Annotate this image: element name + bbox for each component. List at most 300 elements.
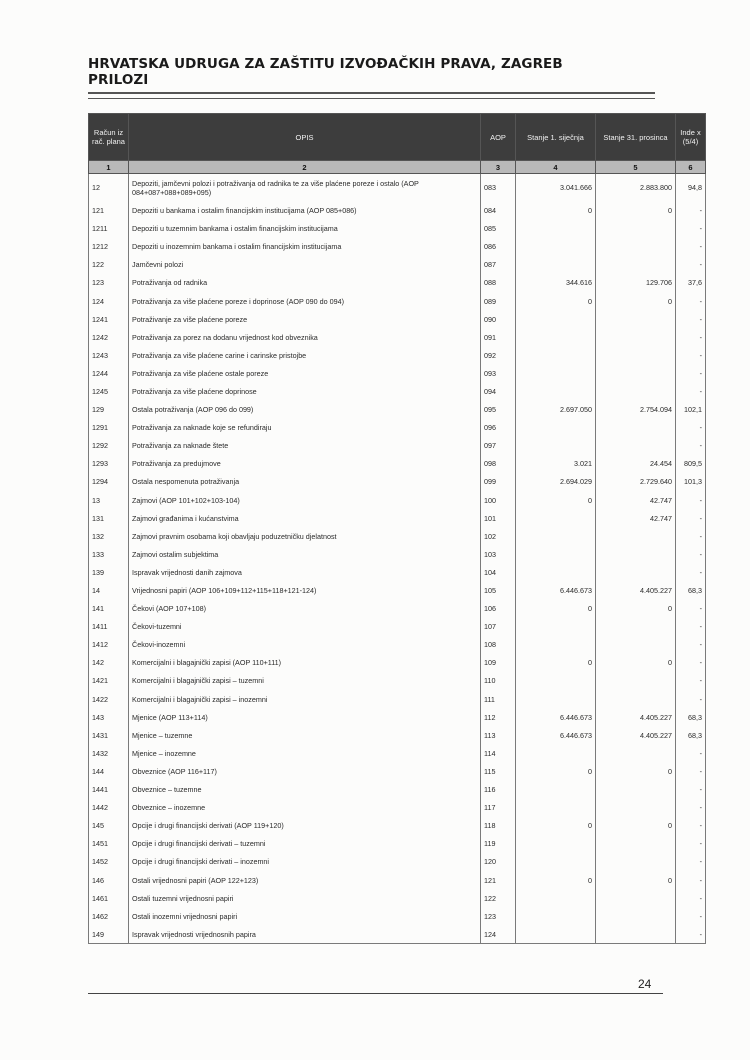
index-cell: 68,3 [676, 726, 706, 744]
index-cell: 37,6 [676, 274, 706, 292]
table-row [89, 853, 706, 871]
account-code-cell: 1441 [89, 781, 129, 799]
description-cell: Komercijalni i blagajnički zapisi (AOP 110+111) [129, 654, 481, 672]
table-row [89, 690, 706, 708]
account-code-cell: 139 [89, 563, 129, 581]
description-cell: Potraživanja od radnika [129, 274, 481, 292]
index-cell: - [676, 654, 706, 672]
account-code-cell: 1292 [89, 437, 129, 455]
table-row [89, 799, 706, 817]
index-cell: - [676, 310, 706, 328]
account-code-cell: 142 [89, 654, 129, 672]
aop-cell: 092 [481, 346, 516, 364]
opening-balance-cell [516, 781, 596, 799]
opening-balance-cell [516, 419, 596, 437]
index-cell: - [676, 527, 706, 545]
closing-balance-cell: 4.405.227 [596, 726, 676, 744]
index-cell: 101,3 [676, 473, 706, 491]
description-cell: Potraživanja za više plaćene poreze i doprinose (AOP 090 do 094) [129, 292, 481, 310]
account-code-cell: 1241 [89, 310, 129, 328]
table-row [89, 654, 706, 672]
index-cell: - [676, 545, 706, 563]
opening-balance-cell: 3.021 [516, 455, 596, 473]
closing-balance-cell: 0 [596, 817, 676, 835]
description-cell: Potraživanja za više plaćene doprinose [129, 382, 481, 400]
table-row [89, 907, 706, 925]
index-cell: 68,3 [676, 708, 706, 726]
col-header-index: Inde x (5/4) [676, 114, 706, 161]
aop-cell: 091 [481, 328, 516, 346]
index-cell: - [676, 799, 706, 817]
table-row [89, 364, 706, 382]
title-line-1: HRVATSKA UDRUGA ZA ZAŠTITU IZVOĐAČKIH PRAVA, ZAGREB [88, 56, 563, 72]
account-code-cell: 133 [89, 545, 129, 563]
aop-cell: 119 [481, 835, 516, 853]
description-cell: Obveznice (AOP 116+117) [129, 762, 481, 780]
opening-balance-cell [516, 382, 596, 400]
opening-balance-cell: 0 [516, 292, 596, 310]
page-title [88, 56, 668, 88]
closing-balance-cell [596, 545, 676, 563]
balance-table [88, 113, 706, 944]
table-header-row [89, 114, 706, 161]
aop-cell: 099 [481, 473, 516, 491]
opening-balance-cell [516, 328, 596, 346]
table-row [89, 545, 706, 563]
col-number: 1 [89, 161, 129, 174]
description-cell: Ostali inozemni vrijednosni papiri [129, 907, 481, 925]
index-cell: - [676, 437, 706, 455]
table-row [89, 473, 706, 491]
account-code-cell: 122 [89, 256, 129, 274]
column-number-row [89, 161, 706, 174]
account-code-cell: 143 [89, 708, 129, 726]
opening-balance-cell [516, 346, 596, 364]
index-cell: - [676, 690, 706, 708]
closing-balance-cell [596, 328, 676, 346]
table-row [89, 835, 706, 853]
closing-balance-cell: 0 [596, 654, 676, 672]
description-cell: Vrijednosni papiri (AOP 106+109+112+115+118+121-124) [129, 581, 481, 599]
account-code-cell: 1243 [89, 346, 129, 364]
description-cell: Zajmovi građanima i kućanstvima [129, 509, 481, 527]
index-cell: - [676, 889, 706, 907]
table-row [89, 600, 706, 618]
account-code-cell: 1422 [89, 690, 129, 708]
opening-balance-cell: 2.694.029 [516, 473, 596, 491]
closing-balance-cell [596, 907, 676, 925]
opening-balance-cell: 0 [516, 762, 596, 780]
index-cell: - [676, 346, 706, 364]
account-code-cell: 1244 [89, 364, 129, 382]
table-row [89, 889, 706, 907]
opening-balance-cell [516, 799, 596, 817]
description-cell: Mjenice – inozemne [129, 744, 481, 762]
account-code-cell: 1421 [89, 672, 129, 690]
description-cell: Opcije i drugi financijski derivati – tuzemni [129, 835, 481, 853]
aop-cell: 106 [481, 600, 516, 618]
index-cell: - [676, 419, 706, 437]
description-cell: Ispravak vrijednosti danih zajmova [129, 563, 481, 581]
index-cell: - [676, 220, 706, 238]
index-cell: - [676, 853, 706, 871]
index-cell: - [676, 509, 706, 527]
account-code-cell: 1242 [89, 328, 129, 346]
description-cell: Čekovi (AOP 107+108) [129, 600, 481, 618]
col-header-closing-balance: Stanje 31. prosinca [596, 114, 676, 161]
closing-balance-cell [596, 925, 676, 943]
index-cell: 809,5 [676, 455, 706, 473]
opening-balance-cell: 0 [516, 600, 596, 618]
closing-balance-cell: 0 [596, 600, 676, 618]
description-cell: Ostala potraživanja (AOP 096 do 099) [129, 401, 481, 419]
index-cell: - [676, 328, 706, 346]
index-cell: - [676, 491, 706, 509]
table-row [89, 346, 706, 364]
closing-balance-cell: 42.747 [596, 491, 676, 509]
opening-balance-cell [516, 853, 596, 871]
opening-balance-cell: 6.446.673 [516, 581, 596, 599]
index-cell: - [676, 202, 706, 220]
col-header-account: Račun iz rač. plana [89, 114, 129, 161]
account-code-cell: 1442 [89, 799, 129, 817]
aop-cell: 115 [481, 762, 516, 780]
aop-cell: 104 [481, 563, 516, 581]
table-row [89, 762, 706, 780]
account-code-cell: 145 [89, 817, 129, 835]
aop-cell: 090 [481, 310, 516, 328]
aop-cell: 083 [481, 174, 516, 202]
aop-cell: 086 [481, 238, 516, 256]
index-cell: - [676, 907, 706, 925]
account-code-cell: 123 [89, 274, 129, 292]
aop-cell: 096 [481, 419, 516, 437]
aop-cell: 101 [481, 509, 516, 527]
table-row [89, 636, 706, 654]
closing-balance-cell [596, 256, 676, 274]
account-code-cell: 1462 [89, 907, 129, 925]
table-row [89, 419, 706, 437]
account-code-cell: 121 [89, 202, 129, 220]
opening-balance-cell [516, 527, 596, 545]
closing-balance-cell [596, 238, 676, 256]
closing-balance-cell [596, 364, 676, 382]
aop-cell: 085 [481, 220, 516, 238]
aop-cell: 087 [481, 256, 516, 274]
opening-balance-cell [516, 744, 596, 762]
description-cell: Mjenice (AOP 113+114) [129, 708, 481, 726]
table-row [89, 202, 706, 220]
index-cell: - [676, 563, 706, 581]
description-cell: Obveznice – inozemne [129, 799, 481, 817]
table-row [89, 925, 706, 943]
aop-cell: 118 [481, 817, 516, 835]
closing-balance-cell: 0 [596, 762, 676, 780]
description-cell: Komercijalni i blagajnički zapisi – tuzemni [129, 672, 481, 690]
header-rule [88, 92, 655, 94]
description-cell: Ostali vrijednosni papiri (AOP 122+123) [129, 871, 481, 889]
closing-balance-cell [596, 835, 676, 853]
col-number: 3 [481, 161, 516, 174]
table-row [89, 817, 706, 835]
opening-balance-cell [516, 364, 596, 382]
description-cell: Zajmovi pravnim osobama koji obavljaju poduzetničku djelatnost [129, 527, 481, 545]
index-cell: - [676, 382, 706, 400]
description-cell: Zajmovi ostalim subjektima [129, 545, 481, 563]
description-cell: Opcije i drugi financijski derivati (AOP 119+120) [129, 817, 481, 835]
account-code-cell: 144 [89, 762, 129, 780]
closing-balance-cell: 42.747 [596, 509, 676, 527]
index-cell: - [676, 364, 706, 382]
index-cell: - [676, 636, 706, 654]
opening-balance-cell: 344.616 [516, 274, 596, 292]
description-cell: Opcije i drugi financijski derivati – inozemni [129, 853, 481, 871]
table-body [89, 174, 706, 944]
index-cell: - [676, 781, 706, 799]
account-code-cell: 1431 [89, 726, 129, 744]
account-code-cell: 1412 [89, 636, 129, 654]
aop-cell: 084 [481, 202, 516, 220]
table-row [89, 174, 706, 202]
opening-balance-cell: 6.446.673 [516, 708, 596, 726]
opening-balance-cell [516, 545, 596, 563]
account-code-cell: 1294 [89, 473, 129, 491]
aop-cell: 105 [481, 581, 516, 599]
closing-balance-cell [596, 781, 676, 799]
closing-balance-cell [596, 310, 676, 328]
opening-balance-cell [516, 437, 596, 455]
index-cell: - [676, 672, 706, 690]
opening-balance-cell [516, 563, 596, 581]
opening-balance-cell: 6.446.673 [516, 726, 596, 744]
description-cell: Mjenice – tuzemne [129, 726, 481, 744]
opening-balance-cell [516, 690, 596, 708]
aop-cell: 123 [481, 907, 516, 925]
opening-balance-cell [516, 889, 596, 907]
aop-cell: 113 [481, 726, 516, 744]
description-cell: Potraživanja za više plaćene ostale poreze [129, 364, 481, 382]
opening-balance-cell [516, 636, 596, 654]
account-code-cell: 129 [89, 401, 129, 419]
table-row [89, 274, 706, 292]
description-cell: Ostali tuzemni vrijednosni papiri [129, 889, 481, 907]
aop-cell: 122 [481, 889, 516, 907]
account-code-cell: 1245 [89, 382, 129, 400]
account-code-cell: 1451 [89, 835, 129, 853]
table-row [89, 708, 706, 726]
table-row [89, 871, 706, 889]
table-row [89, 618, 706, 636]
aop-cell: 111 [481, 690, 516, 708]
account-code-cell: 149 [89, 925, 129, 943]
table-row [89, 563, 706, 581]
description-cell: Potraživanja za naknade koje se refundiraju [129, 419, 481, 437]
aop-cell: 089 [481, 292, 516, 310]
description-cell: Potraživanje za više plaćene poreze [129, 310, 481, 328]
closing-balance-cell [596, 419, 676, 437]
index-cell: - [676, 238, 706, 256]
index-cell: 94,8 [676, 174, 706, 202]
aop-cell: 109 [481, 654, 516, 672]
account-code-cell: 141 [89, 600, 129, 618]
index-cell: 68,3 [676, 581, 706, 599]
account-code-cell: 1211 [89, 220, 129, 238]
index-cell: - [676, 925, 706, 943]
col-number: 4 [516, 161, 596, 174]
table-row [89, 726, 706, 744]
index-cell: - [676, 835, 706, 853]
index-cell: - [676, 600, 706, 618]
aop-cell: 120 [481, 853, 516, 871]
aop-cell: 107 [481, 618, 516, 636]
opening-balance-cell: 3.041.666 [516, 174, 596, 202]
description-cell: Depoziti u tuzemnim bankama i ostalim financijskim institucijama [129, 220, 481, 238]
closing-balance-cell [596, 563, 676, 581]
aop-cell: 110 [481, 672, 516, 690]
account-code-cell: 1291 [89, 419, 129, 437]
account-code-cell: 124 [89, 292, 129, 310]
closing-balance-cell: 24.454 [596, 455, 676, 473]
aop-cell: 108 [481, 636, 516, 654]
closing-balance-cell [596, 744, 676, 762]
table-row [89, 292, 706, 310]
aop-cell: 124 [481, 925, 516, 943]
table-row [89, 328, 706, 346]
description-cell: Čekovi-inozemni [129, 636, 481, 654]
opening-balance-cell: 2.697.050 [516, 401, 596, 419]
opening-balance-cell [516, 310, 596, 328]
aop-cell: 098 [481, 455, 516, 473]
opening-balance-cell [516, 238, 596, 256]
table-row [89, 437, 706, 455]
closing-balance-cell: 0 [596, 292, 676, 310]
table-row [89, 220, 706, 238]
table-row [89, 455, 706, 473]
description-cell: Potraživanja za više plaćene carine i carinske pristojbe [129, 346, 481, 364]
page-number: 24 [638, 977, 652, 991]
description-cell: Potraživanja za naknade štete [129, 437, 481, 455]
table-row [89, 581, 706, 599]
aop-cell: 121 [481, 871, 516, 889]
aop-cell: 097 [481, 437, 516, 455]
table-row [89, 781, 706, 799]
aop-cell: 117 [481, 799, 516, 817]
opening-balance-cell [516, 220, 596, 238]
table-row [89, 672, 706, 690]
closing-balance-cell [596, 853, 676, 871]
col-header-description: OPIS [129, 114, 481, 161]
account-code-cell: 1212 [89, 238, 129, 256]
col-header-aop: AOP [481, 114, 516, 161]
table-row [89, 401, 706, 419]
aop-cell: 094 [481, 382, 516, 400]
closing-balance-cell: 4.405.227 [596, 708, 676, 726]
aop-cell: 100 [481, 491, 516, 509]
aop-cell: 112 [481, 708, 516, 726]
index-cell: - [676, 762, 706, 780]
col-header-opening-balance: Stanje 1. siječnja [516, 114, 596, 161]
opening-balance-cell: 0 [516, 202, 596, 220]
closing-balance-cell [596, 799, 676, 817]
account-code-cell: 131 [89, 509, 129, 527]
closing-balance-cell: 0 [596, 202, 676, 220]
description-cell: Zajmovi (AOP 101+102+103-104) [129, 491, 481, 509]
aop-cell: 116 [481, 781, 516, 799]
account-code-cell: 12 [89, 174, 129, 202]
closing-balance-cell [596, 889, 676, 907]
account-code-cell: 1293 [89, 455, 129, 473]
index-cell: - [676, 744, 706, 762]
description-cell: Depoziti, jamčevni polozi i potraživanja od radnika te za više plaćene poreze i ostalo (AOP 084+087+088+089+095) [129, 174, 481, 202]
closing-balance-cell [596, 220, 676, 238]
aop-cell: 095 [481, 401, 516, 419]
closing-balance-cell: 2.729.640 [596, 473, 676, 491]
closing-balance-cell [596, 618, 676, 636]
opening-balance-cell: 0 [516, 491, 596, 509]
index-cell: - [676, 618, 706, 636]
closing-balance-cell [596, 527, 676, 545]
title-line-2: PRILOZI [88, 72, 149, 88]
footer-rule [88, 993, 663, 994]
account-code-cell: 1411 [89, 618, 129, 636]
col-number: 2 [129, 161, 481, 174]
closing-balance-cell [596, 382, 676, 400]
description-cell: Potraživanja za porez na dodanu vrijednost kod obveznika [129, 328, 481, 346]
table-row [89, 382, 706, 400]
closing-balance-cell [596, 636, 676, 654]
description-cell: Komercijalni i blagajnički zapisi – inozemni [129, 690, 481, 708]
opening-balance-cell [516, 509, 596, 527]
account-code-cell: 13 [89, 491, 129, 509]
description-cell: Depoziti u bankama i ostalim financijskim institucijama (AOP 085+086) [129, 202, 481, 220]
index-cell: - [676, 256, 706, 274]
index-cell: - [676, 817, 706, 835]
account-code-cell: 146 [89, 871, 129, 889]
opening-balance-cell [516, 672, 596, 690]
opening-balance-cell [516, 907, 596, 925]
aop-cell: 114 [481, 744, 516, 762]
description-cell: Depoziti u inozemnim bankama i ostalim financijskim institucijama [129, 238, 481, 256]
aop-cell: 093 [481, 364, 516, 382]
header-rule-thin [88, 98, 655, 99]
description-cell: Ispravak vrijednosti vrijednosnih papira [129, 925, 481, 943]
closing-balance-cell: 4.405.227 [596, 581, 676, 599]
opening-balance-cell [516, 256, 596, 274]
description-cell: Ostala nespomenuta potraživanja [129, 473, 481, 491]
closing-balance-cell [596, 346, 676, 364]
opening-balance-cell [516, 925, 596, 943]
col-number: 5 [596, 161, 676, 174]
table-row [89, 509, 706, 527]
description-cell: Čekovi-tuzemni [129, 618, 481, 636]
index-cell: - [676, 292, 706, 310]
aop-cell: 088 [481, 274, 516, 292]
table-row [89, 527, 706, 545]
opening-balance-cell [516, 618, 596, 636]
opening-balance-cell [516, 835, 596, 853]
closing-balance-cell: 0 [596, 871, 676, 889]
closing-balance-cell [596, 437, 676, 455]
account-code-cell: 1461 [89, 889, 129, 907]
aop-cell: 102 [481, 527, 516, 545]
table-row [89, 310, 706, 328]
col-number: 6 [676, 161, 706, 174]
closing-balance-cell: 2.754.094 [596, 401, 676, 419]
table-row [89, 744, 706, 762]
closing-balance-cell: 2.883.800 [596, 174, 676, 202]
account-code-cell: 1432 [89, 744, 129, 762]
table-row [89, 491, 706, 509]
